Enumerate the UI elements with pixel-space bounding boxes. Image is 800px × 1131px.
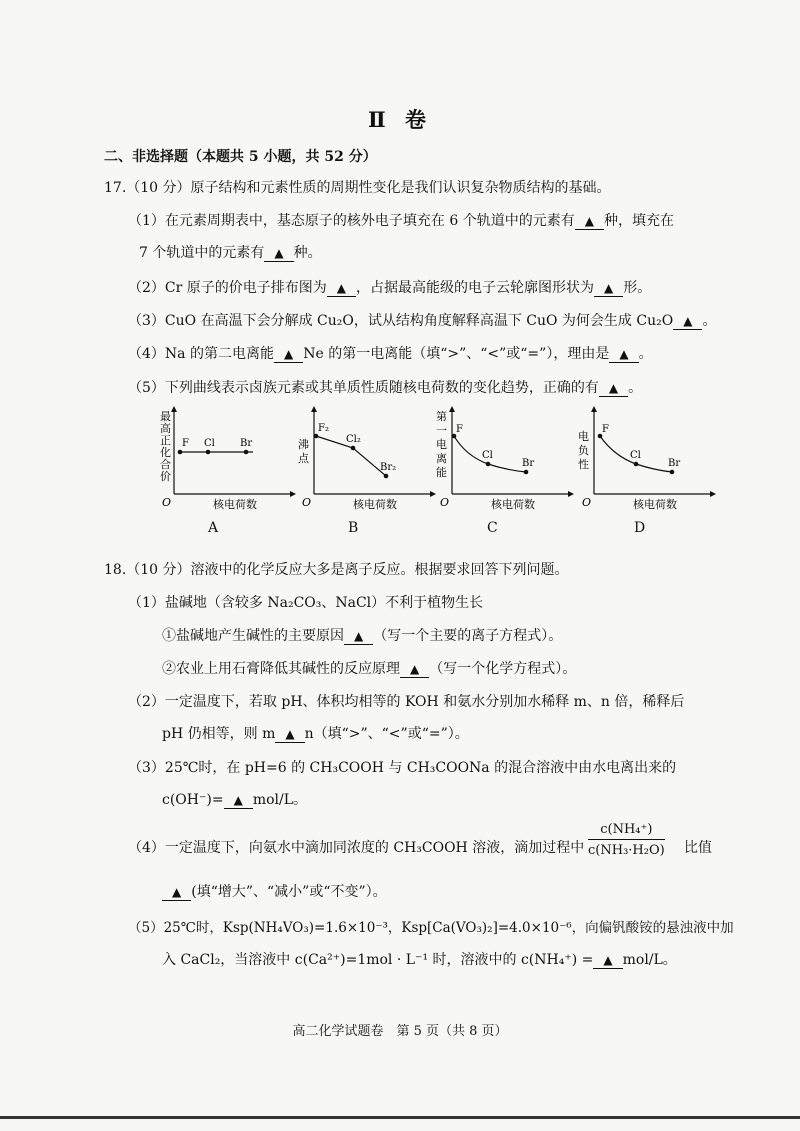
point-br [244, 450, 249, 455]
y-label-char: 离 [436, 452, 447, 465]
y-label-char: 点 [298, 452, 309, 465]
y-label-char: 合 [160, 458, 171, 471]
q18-part1-a: ①盐碱地产生碱性的主要原因 ▲ （写一个主要的离子方程式）。 [162, 628, 563, 644]
answer-blank: ▲ [327, 280, 356, 297]
answer-blank: ▲ [274, 346, 303, 363]
y-label-char: 沸 [298, 438, 309, 451]
y-axis-label [298, 437, 310, 465]
point-label: Br₂ [380, 462, 397, 473]
x-axis-label: 核电荷数 [491, 498, 535, 511]
q18-part2-line1: （2）一定温度下，若取 pH、体积均相等的 KOH 和氨水分别加水稀释 m、n 倍，稀释后 [128, 694, 685, 710]
answer-blank: ▲ [609, 346, 638, 363]
q18-part1-b: ②农业上用石膏降低其碱性的反应原理 ▲ （写一个化学方程式）。 [162, 661, 577, 677]
point-cl [206, 450, 211, 455]
point-label: F [456, 424, 463, 435]
point-f2 [314, 434, 319, 439]
point-label: Br [240, 438, 253, 449]
y-label-char: 电 [578, 430, 589, 443]
scan-border [0, 1116, 800, 1119]
answer-blank: ▲ [673, 313, 702, 330]
answer-blank: ▲ [162, 884, 191, 901]
point-label: Cl [630, 450, 641, 461]
graph-d [578, 406, 718, 516]
answer-blank: ▲ [575, 213, 604, 230]
answer-blank: ▲ [599, 380, 628, 397]
point-label: Br [522, 458, 535, 469]
answer-blank: ▲ [344, 628, 373, 645]
origin-label: O [302, 496, 312, 509]
origin-label: O [162, 496, 172, 509]
origin-label: O [440, 496, 450, 509]
point-br [670, 470, 675, 475]
y-label-char: 性 [578, 458, 589, 471]
q17-part3: （3）CuO 在高温下会分解成 Cu₂O，试从结构角度解释高温下 CuO 为何会生成 Cu₂O ▲ 。 [128, 313, 717, 329]
q18-part5-line2: 入 CaCl₂，当溶液中 c(Ca²⁺)=1mol · L⁻¹ 时，溶液中的 c(NH₄⁺) = ▲ mol/L。 [162, 952, 677, 968]
ratio-fraction [588, 822, 665, 858]
y-label-char: 正 [160, 434, 171, 447]
fraction-denominator: c(NH₃·H₂O) [588, 843, 665, 858]
y-label-char: 化 [160, 446, 171, 459]
q18-part4-tail: 比值 [684, 840, 712, 856]
graph-c-label: C [487, 520, 498, 536]
q18-part5-line1: （5）25℃时，Ksp(NH₄VO₃)=1.6×10⁻³，Ksp[Ca(VO₃)₂]=4.0×10⁻⁶，向偏钒酸铵的悬浊液中加 [128, 920, 734, 936]
section-heading: 二、非选择题（本题共 5 小题，共 52 分） [104, 149, 377, 165]
point-label: F [182, 438, 189, 449]
x-axis-label: 核电荷数 [213, 498, 257, 511]
q18-part4: （4）一定温度下，向氨水中滴加同浓度的 CH₃COOH 溶液，滴加过程中 [128, 840, 585, 856]
answer-blank: ▲ [224, 792, 253, 809]
point-label: Cl₂ [346, 434, 361, 445]
q18-stem: 18.（10 分）溶液中的化学反应大多是离子反应。根据要求回答下列问题。 [104, 562, 569, 578]
q17-part2: （2）Cr 原子的价电子排布图为 ▲ ，占据最高能级的电子云轮廓图形状为 ▲ 形。 [128, 280, 652, 296]
point-f [178, 450, 183, 455]
fraction-numerator: c(NH₄⁺) [588, 822, 665, 840]
point-cl [486, 462, 491, 467]
answer-blank: ▲ [594, 280, 623, 297]
origin-label: O [582, 496, 592, 509]
graph-b [298, 406, 438, 516]
point-label: Cl [204, 438, 215, 449]
q18-part1: （1）盐碱地（含较多 Na₂CO₃、NaCl）不利于植物生长 [128, 595, 484, 611]
y-label-char: 负 [578, 444, 589, 457]
graph-d-label: D [634, 520, 646, 536]
y-axis-label [436, 410, 447, 479]
q18-part4-line2: ▲ (填“增大”、“减小”或“不变”）。 [162, 882, 387, 902]
graph-a-label: A [208, 520, 219, 536]
y-axis-label [578, 429, 589, 471]
y-label-char: 高 [160, 422, 171, 435]
q18-part2-line2: pH 仍相等，则 m ▲ n（填“>”、“<”或“=”）。 [162, 726, 469, 742]
point-br [524, 470, 529, 475]
point-label: F₂ [318, 423, 329, 434]
answer-blank: ▲ [264, 245, 293, 262]
y-axis-label [160, 410, 171, 483]
answer-blank: ▲ [593, 952, 622, 969]
y-label-char: 一 [436, 424, 447, 437]
graph-a [158, 406, 298, 516]
y-label-char: 价 [160, 470, 171, 483]
x-axis-label: 核电荷数 [353, 498, 397, 511]
q17-part5: （5）下列曲线表示卤族元素或其单质性质随核电荷数的变化趋势，正确的有 ▲ 。 [128, 380, 643, 396]
answer-blank: ▲ [275, 726, 304, 743]
page-title: Ⅱ 卷 [367, 107, 432, 132]
q17-part4: （4）Na 的第二电离能 ▲ Ne 的第一电离能（填“>”、“<”或“=”），理由是 ▲ 。 [128, 346, 653, 362]
point-label: F [602, 424, 609, 435]
y-label-char: 最 [160, 410, 171, 423]
graph-b-label: B [348, 520, 359, 536]
x-axis-label: 核电荷数 [633, 498, 677, 511]
q18-part3-line2: c(OH⁻)= ▲ mol/L。 [162, 792, 308, 808]
y-label-char: 电 [436, 438, 447, 451]
point-br2 [384, 474, 389, 479]
q18-part3-line1: （3）25℃时，在 pH=6 的 CH₃COOH 与 CH₃COONa 的混合溶液中由水电离出来的 [128, 760, 677, 776]
q17-part1-line1: （1）在元素周期表中，基态原子的核外电子填充在 6 个轨道中的元素有 ▲ 种，填充在 [128, 213, 674, 229]
page-footer: 高二化学试题卷 第 5 页（共 8 页） [292, 1024, 508, 1039]
graph-c [436, 406, 576, 516]
q17-stem: 17.（10 分）原子结构和元素性质的周期性变化是我们认识复杂物质结构的基础。 [104, 180, 611, 196]
q17-part1-line2: 7 个轨道中的元素有 ▲ 种。 [139, 245, 322, 261]
point-cl [634, 462, 639, 467]
point-label: Br [668, 458, 681, 469]
point-cl2 [351, 446, 356, 451]
y-label-char: 能 [436, 466, 447, 479]
y-label-char: 第 [436, 410, 447, 423]
point-label: Cl [482, 450, 493, 461]
answer-blank: ▲ [400, 661, 429, 678]
